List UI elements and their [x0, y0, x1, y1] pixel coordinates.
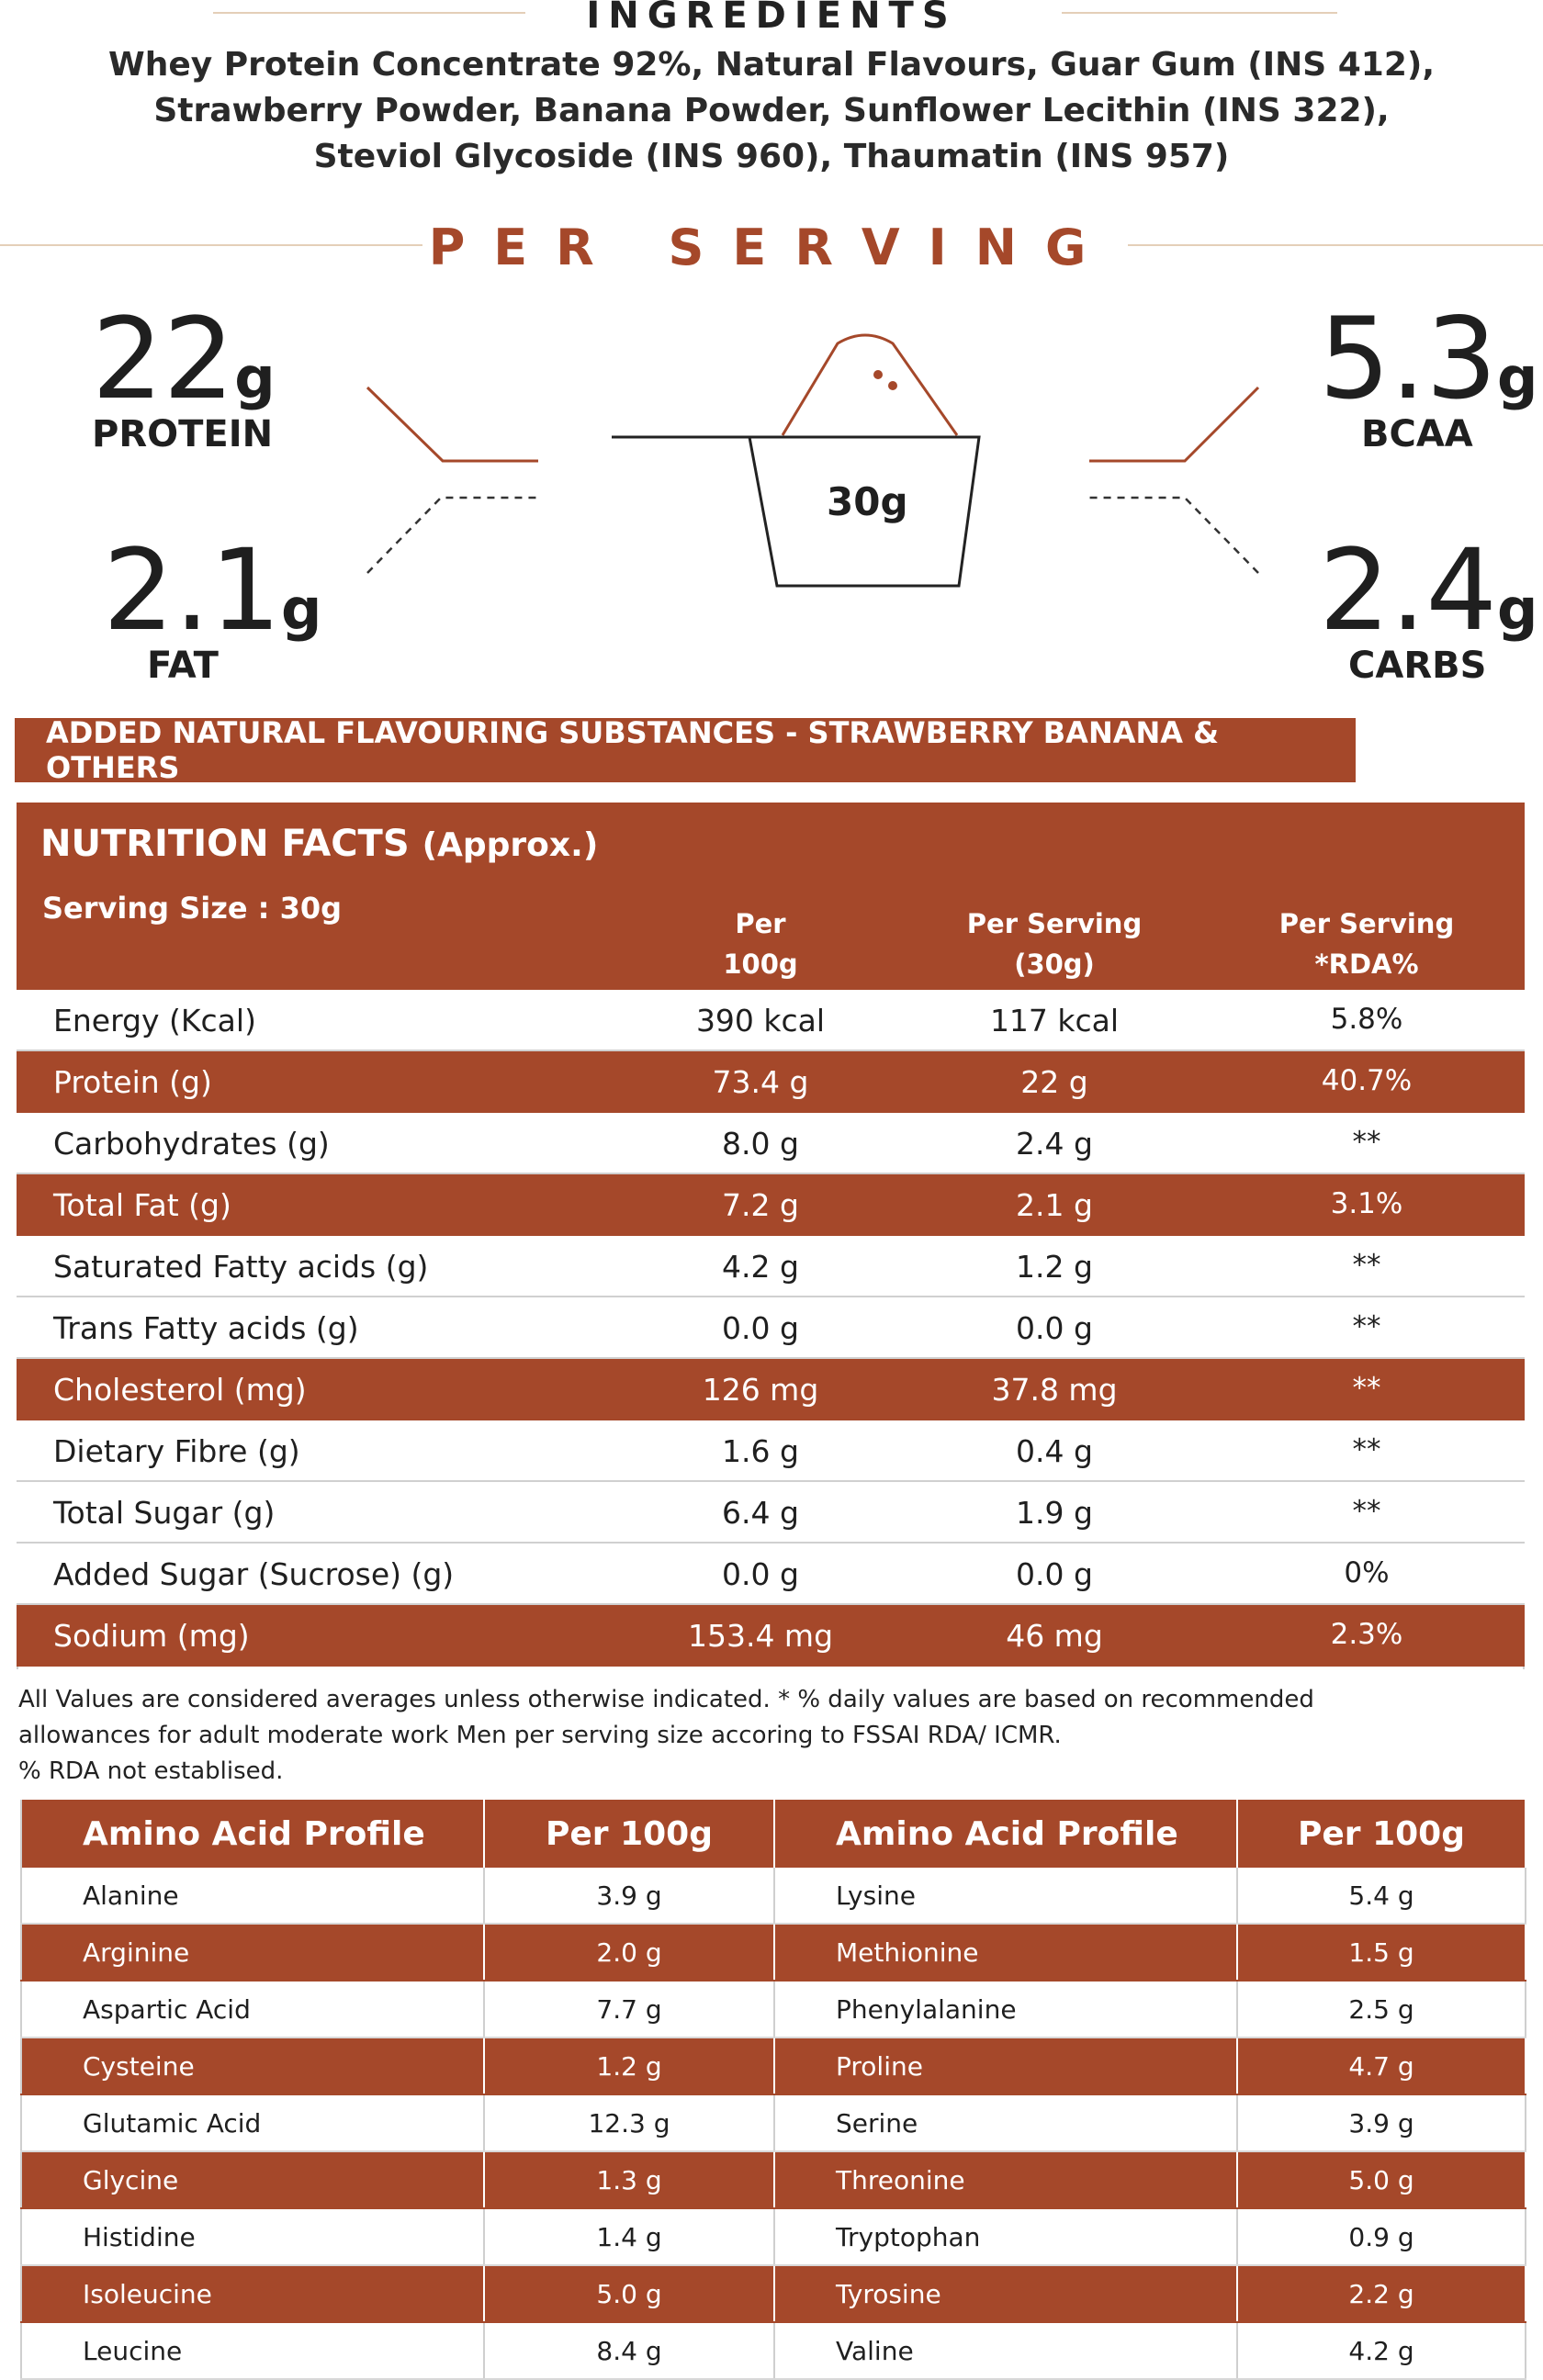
value-rda: **: [1352, 1372, 1381, 1405]
per-serving-title: PER SERVING: [428, 219, 1115, 276]
nutrition-footnote: [18, 1682, 1488, 1790]
nutrient-name: Dietary Fibre (g): [53, 1433, 300, 1469]
nutrition-title-text: NUTRITION FACTS: [40, 823, 410, 865]
amino-row: [21, 1868, 1526, 1924]
amino-row: [21, 2038, 1526, 2094]
amino-acid-value: 5.0 g: [484, 2265, 774, 2322]
value-per-100g: 153.4 mg: [687, 1618, 834, 1654]
value-per-serving: 0.0 g: [1016, 1556, 1093, 1592]
carbs-number: 2.4: [1319, 525, 1498, 656]
col-header-line: Per Serving: [1278, 908, 1455, 939]
value-rda: 5.8%: [1330, 1003, 1403, 1036]
nutrient-name: Sodium (mg): [53, 1618, 250, 1654]
amino-acid-name: Arginine: [21, 1924, 484, 1981]
value-per-100g: 73.4 g: [712, 1064, 809, 1100]
amino-acid-name: Histidine: [21, 2208, 484, 2265]
amino-header-value: Per 100g: [1237, 1800, 1526, 1868]
fat-number: 2.1: [103, 525, 282, 656]
value-rda: 2.3%: [1330, 1618, 1403, 1651]
nutrition-row: [17, 1236, 1525, 1297]
amino-header-value: Per 100g: [484, 1800, 774, 1868]
amino-acid-value: 2.2 g: [1237, 2265, 1526, 2322]
value-per-100g: 8.0 g: [722, 1126, 799, 1162]
nutrient-name: Saturated Fatty acids (g): [53, 1249, 429, 1285]
value-rda: **: [1352, 1249, 1381, 1282]
amino-acid-name: Lysine: [774, 1868, 1237, 1924]
ingredients-line: Whey Protein Concentrate 92%, Natural Flavours, Guar Gum (INS 412),: [107, 46, 1436, 84]
footnote-line: All Values are considered averages unless otherwise indicated. * % daily values are based on recommended: [18, 1686, 1314, 1713]
amino-acid-value: 3.9 g: [1237, 2094, 1526, 2151]
value-per-serving: 1.2 g: [1016, 1249, 1093, 1285]
amino-acid-value: 1.2 g: [484, 2038, 774, 2094]
scoop-illustration: [0, 312, 1543, 606]
nutrition-row: [17, 990, 1525, 1051]
col-header-line: Per: [735, 908, 786, 939]
value-per-serving: 2.4 g: [1016, 1126, 1093, 1162]
value-per-100g: 4.2 g: [722, 1249, 799, 1285]
value-rda: **: [1352, 1126, 1381, 1159]
nutrient-name: Carbohydrates (g): [53, 1126, 330, 1162]
amino-row: [21, 2265, 1526, 2322]
amino-acid-name: Serine: [774, 2094, 1237, 2151]
footnote-line: % RDA not establised.: [18, 1757, 284, 1785]
amino-acid-value: 4.7 g: [1237, 2038, 1526, 2094]
amino-acid-name: Cysteine: [21, 2038, 484, 2094]
nutrition-row: [17, 1544, 1525, 1605]
amino-acid-value: 2.5 g: [1237, 1981, 1526, 2038]
value-per-serving: 0.0 g: [1016, 1310, 1093, 1346]
ingredients-list: [92, 42, 1451, 180]
amino-acid-name: Glutamic Acid: [21, 2094, 484, 2151]
amino-acid-name: Valine: [774, 2322, 1237, 2379]
amino-acid-value: 5.0 g: [1237, 2151, 1526, 2208]
amino-acid-name: Aspartic Acid: [21, 1981, 484, 2038]
amino-acid-name: Glycine: [21, 2151, 484, 2208]
fat-label: FAT: [147, 645, 219, 687]
nutrient-name: Trans Fatty acids (g): [53, 1310, 359, 1346]
bcaa-unit: g: [1497, 344, 1538, 411]
scoop-icon: [612, 335, 979, 586]
nutrition-row: [17, 1051, 1525, 1113]
nutrient-name: Cholesterol (mg): [53, 1372, 307, 1408]
value-rda: **: [1352, 1495, 1381, 1528]
protein-number: 22: [92, 294, 235, 424]
nutrition-title-suffix: (Approx.): [422, 826, 599, 864]
ingredients-title: INGREDIENTS: [586, 0, 957, 37]
amino-acid-name: Tyrosine: [774, 2265, 1237, 2322]
amino-acid-value: 7.7 g: [484, 1981, 774, 2038]
amino-row: [21, 2322, 1526, 2379]
amino-acid-name: Alanine: [21, 1868, 484, 1924]
amino-acid-value: 5.4 g: [1237, 1868, 1526, 1924]
value-per-serving: 22 g: [1020, 1064, 1088, 1100]
bcaa-number: 5.3: [1319, 294, 1498, 424]
nutrition-row: [17, 1113, 1525, 1174]
value-rda: **: [1352, 1310, 1381, 1343]
nutrient-name: Total Sugar (g): [53, 1495, 276, 1531]
value-rda: 40.7%: [1321, 1064, 1413, 1097]
amino-acid-value: 1.4 g: [484, 2208, 774, 2265]
col-header-line: *RDA%: [1314, 949, 1419, 980]
amino-acid-table: [20, 1800, 1526, 2380]
value-rda: 3.1%: [1330, 1187, 1403, 1220]
nutrient-name: Energy (Kcal): [53, 1003, 256, 1038]
nutrition-row: [17, 1482, 1525, 1544]
value-per-100g: 7.2 g: [722, 1187, 799, 1223]
nutrition-row: [17, 1174, 1525, 1236]
amino-header-row: [21, 1800, 1526, 1868]
nutrition-row: [17, 1420, 1525, 1482]
protein-label: PROTEIN: [92, 413, 274, 455]
nutrition-row: [17, 1359, 1525, 1420]
value-per-serving: 117 kcal: [989, 1003, 1120, 1038]
amino-acid-value: 12.3 g: [484, 2094, 774, 2151]
value-rda: 0%: [1344, 1556, 1390, 1589]
amino-header-name: Amino Acid Profile: [21, 1800, 484, 1868]
nutrition-facts-header: [17, 803, 1525, 990]
amino-row: [21, 1924, 1526, 1981]
value-per-serving: 46 mg: [1006, 1618, 1103, 1654]
col-header-line: Per Serving: [966, 908, 1143, 939]
amino-table-body: [21, 1868, 1526, 2379]
amino-acid-value: 4.2 g: [1237, 2322, 1526, 2379]
scoop-serving-label: 30g: [827, 479, 908, 524]
amino-acid-name: Threonine: [774, 2151, 1237, 2208]
amino-acid-value: 3.9 g: [484, 1868, 774, 1924]
nutrition-row: [17, 1605, 1525, 1667]
col-header-rda: [1174, 904, 1543, 984]
amino-acid-name: Leucine: [21, 2322, 484, 2379]
amino-acid-name: Tryptophan: [774, 2208, 1237, 2265]
amino-acid-name: Proline: [774, 2038, 1237, 2094]
carbs-label: CARBS: [1348, 645, 1487, 687]
value-rda: **: [1352, 1433, 1381, 1466]
amino-acid-value: 2.0 g: [484, 1924, 774, 1981]
value-per-serving: 1.9 g: [1016, 1495, 1093, 1531]
amino-row: [21, 2151, 1526, 2208]
value-per-100g: 0.0 g: [722, 1310, 799, 1346]
amino-acid-name: Isoleucine: [21, 2265, 484, 2322]
value-per-100g: 6.4 g: [722, 1495, 799, 1531]
flavour-banner: ADDED NATURAL FLAVOURING SUBSTANCES - STRAWBERRY BANANA & OTHERS: [15, 718, 1356, 782]
serving-size: Serving Size : 30g: [42, 891, 343, 926]
nutrition-row: [17, 1297, 1525, 1359]
value-per-serving: 2.1 g: [1016, 1187, 1093, 1223]
value-per-serving: 0.4 g: [1016, 1433, 1093, 1469]
amino-acid-value: 1.3 g: [484, 2151, 774, 2208]
amino-row: [21, 2094, 1526, 2151]
value-per-100g: 390 kcal: [695, 1003, 826, 1038]
nutrition-facts-title: [40, 823, 598, 865]
value-per-100g: 1.6 g: [722, 1433, 799, 1469]
ingredients-line: Strawberry Powder, Banana Powder, Sunflower Lecithin (INS 322),: [153, 92, 1390, 129]
col-header-line: 100g: [723, 949, 798, 980]
amino-acid-name: Methionine: [774, 1924, 1237, 1981]
amino-acid-value: 8.4 g: [484, 2322, 774, 2379]
amino-acid-value: 1.5 g: [1237, 1924, 1526, 1981]
amino-acid-name: Phenylalanine: [774, 1981, 1237, 2038]
protein-unit: g: [234, 344, 276, 411]
amino-header-name: Amino Acid Profile: [774, 1800, 1237, 1868]
bcaa-label: BCAA: [1361, 413, 1473, 455]
footnote-line: allowances for adult moderate work Men per serving size accoring to FSSAI RDA/ ICMR.: [18, 1722, 1062, 1749]
amino-row: [21, 2208, 1526, 2265]
carbs-unit: g: [1497, 576, 1538, 643]
nutrient-name: Protein (g): [53, 1064, 212, 1100]
amino-row: [21, 1981, 1526, 2038]
value-per-serving: 37.8 mg: [991, 1372, 1118, 1408]
value-per-100g: 126 mg: [702, 1372, 819, 1408]
col-header-line: (30g): [1014, 949, 1095, 980]
nutrient-name: Added Sugar (Sucrose) (g): [53, 1556, 455, 1592]
nutrient-name: Total Fat (g): [53, 1187, 231, 1223]
value-per-100g: 0.0 g: [722, 1556, 799, 1592]
amino-acid-value: 0.9 g: [1237, 2208, 1526, 2265]
ingredients-line: Steviol Glycoside (INS 960), Thaumatin (INS 957): [313, 138, 1230, 175]
fat-unit: g: [281, 576, 322, 643]
